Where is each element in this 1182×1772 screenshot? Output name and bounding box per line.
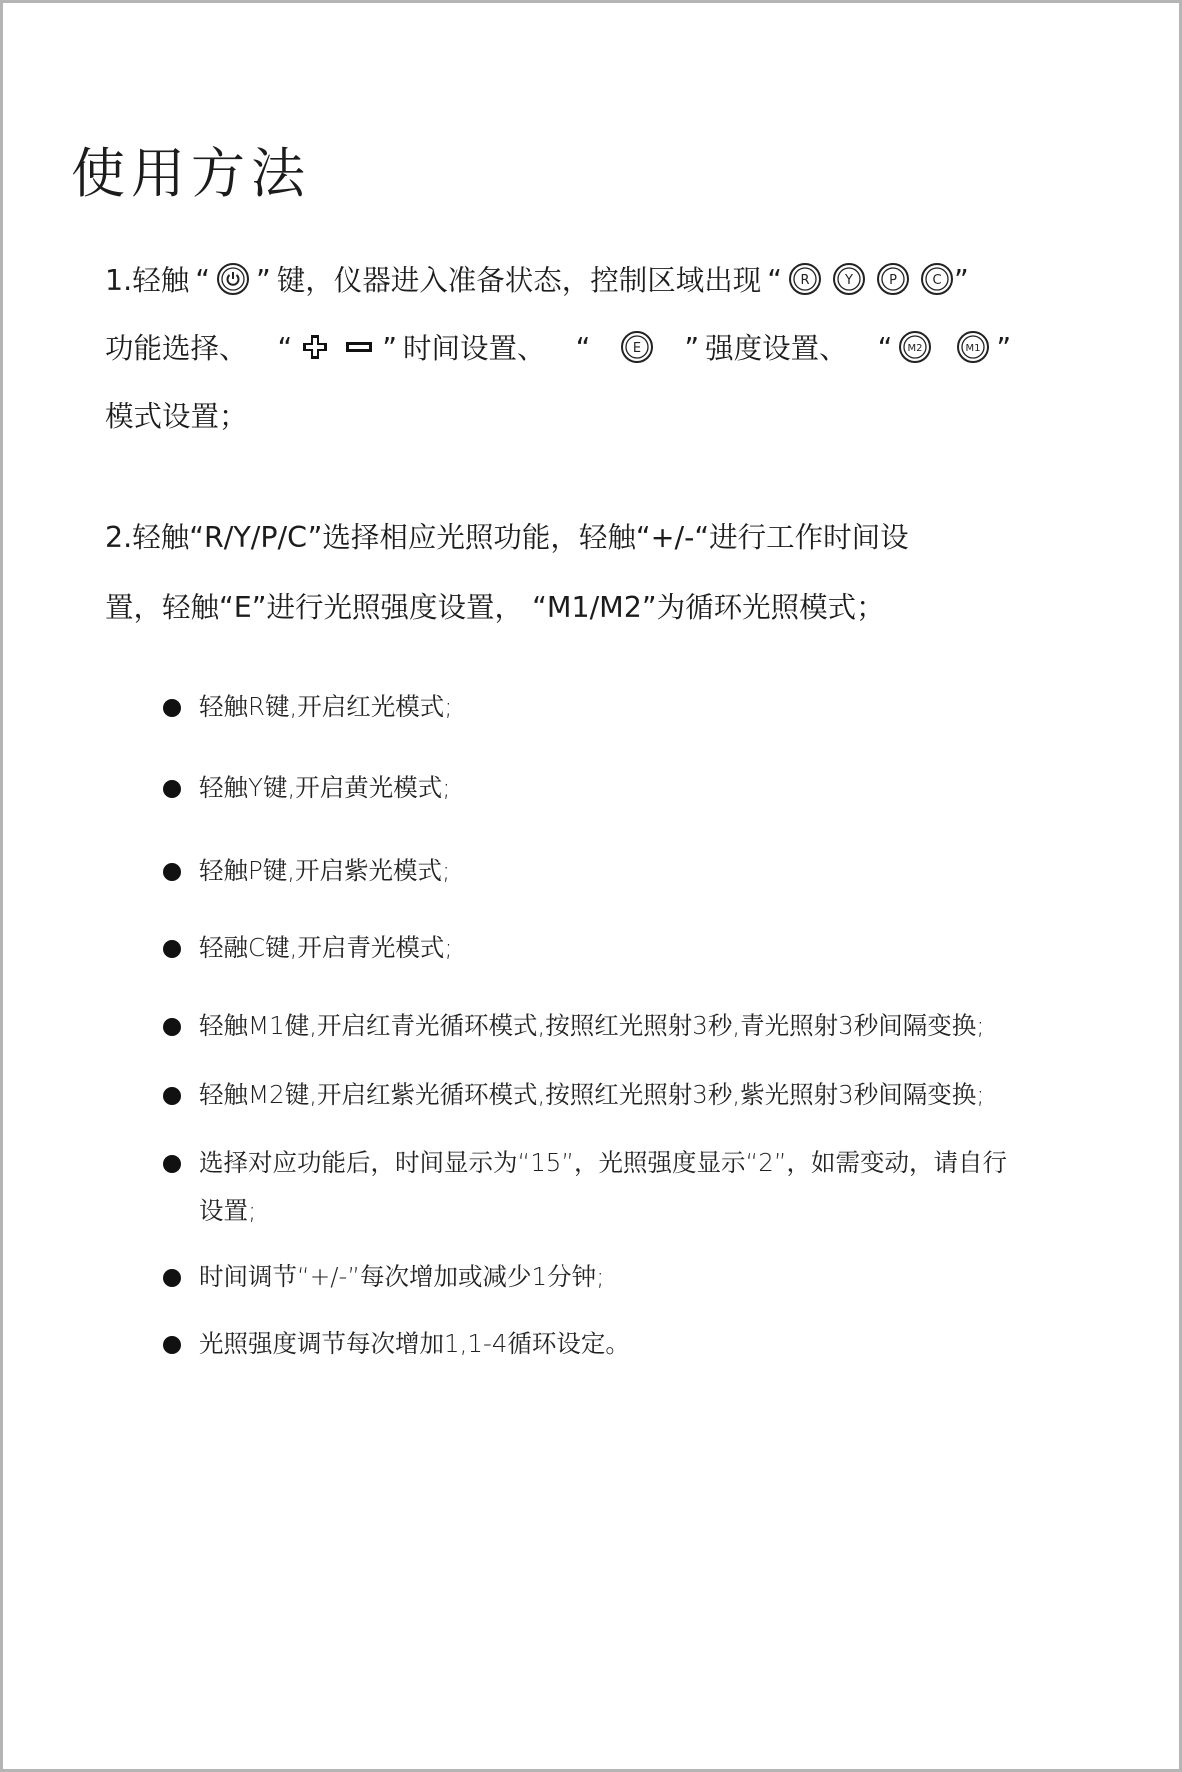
y-button-icon (832, 262, 866, 296)
svg-text:M1: M1 (965, 343, 981, 354)
minus-icon (342, 330, 376, 364)
step-1-text-d: 时间设置、 (403, 332, 546, 365)
p-button-icon (876, 262, 910, 296)
bullet-dot (163, 780, 181, 798)
step-1-text-e: 强度设置、 (705, 332, 848, 365)
step-2-line-1: 2.轻触“R/Y/P/C”选择相应光照功能，轻触“+/-“进行工作时间设 (105, 521, 909, 554)
bullet-dot (163, 863, 181, 881)
bullet-dot (163, 699, 181, 717)
step-1-text-c: 功能选择、 (105, 332, 248, 365)
step-1-text-b: 键，仪器进入准备状态，控制区域出现 (276, 264, 762, 297)
step-1-line-1: 1.轻触 “ ” 键，仪器进入准备状态，控制区域出现 “ R Y P C ” (105, 264, 969, 297)
plus-icon (298, 330, 332, 364)
bullet-dot (163, 940, 181, 958)
bullet-dot (163, 1336, 181, 1354)
step-1-line-2: 功能选择、 “ ” 时间设置、 “ E ” 强度设置、 “ M2 M1 ” (105, 332, 1012, 365)
svg-text:R: R (800, 273, 810, 288)
svg-text:P: P (889, 273, 897, 288)
step-1 (105, 258, 1105, 438)
m2-button-icon (898, 330, 932, 364)
manual-page: 使用方法 1.轻触 “ ” 键，仪器进入准备状态，控制区域出现 “ R Y P C ” 功能选择、 “ ” 时间设置、 “ E ” 强度设置、 “ M2 M1 ” 模式设置； 2.轻触“R/Y/P/C”选择相应光照功能，轻触“+/-“进行工作时间设 置，轻触“E”进行光照强度设置， “M1/M2”为循环光照模式； 轻触R键,开启红光模式; 轻触Y键,开启黄光模式; 轻触P键,开启紫光模式; 轻融C键,开启青光模式; 轻触M1健,开启红青光循环模式,按照红光照射3秒,青光照射3秒间隔变换; 轻触M2键,开启红紫光循环模式,按照红光照射3秒,紫光照射3秒间隔变换; 选择对应功能后，时间显示为“15”，光照强度显示“2”，如需变动，请自行 设置; 时间调节“+/-”每次增加或减少1分钟; 光照强度调节每次增加1,1-4循环设定。 (0, 0, 1182, 1772)
r-button-icon (788, 262, 822, 296)
page-title: 使用方法 (71, 142, 311, 205)
svg-text:Y: Y (845, 273, 853, 288)
e-button-icon (620, 330, 654, 364)
step-2-line-2: 置，轻触“E”进行光照强度设置， “M1/M2”为循环光照模式； (105, 591, 885, 624)
step-1-text-f: 模式设置； (105, 400, 248, 433)
c-button-icon (920, 262, 954, 296)
step-2 (105, 515, 1105, 635)
svg-text:E: E (633, 341, 642, 356)
bullet-dot (163, 1155, 181, 1173)
step-1-text-a: 1.轻触 (105, 264, 190, 297)
bullet-dot (163, 1269, 181, 1287)
step-1-line-3 (105, 394, 248, 435)
power-icon (216, 262, 250, 296)
bullet-dot (163, 1018, 181, 1036)
m1-button-icon (956, 330, 990, 364)
svg-text:C: C (932, 273, 942, 288)
bullet-dot (163, 1087, 181, 1105)
svg-text:M2: M2 (907, 343, 923, 354)
